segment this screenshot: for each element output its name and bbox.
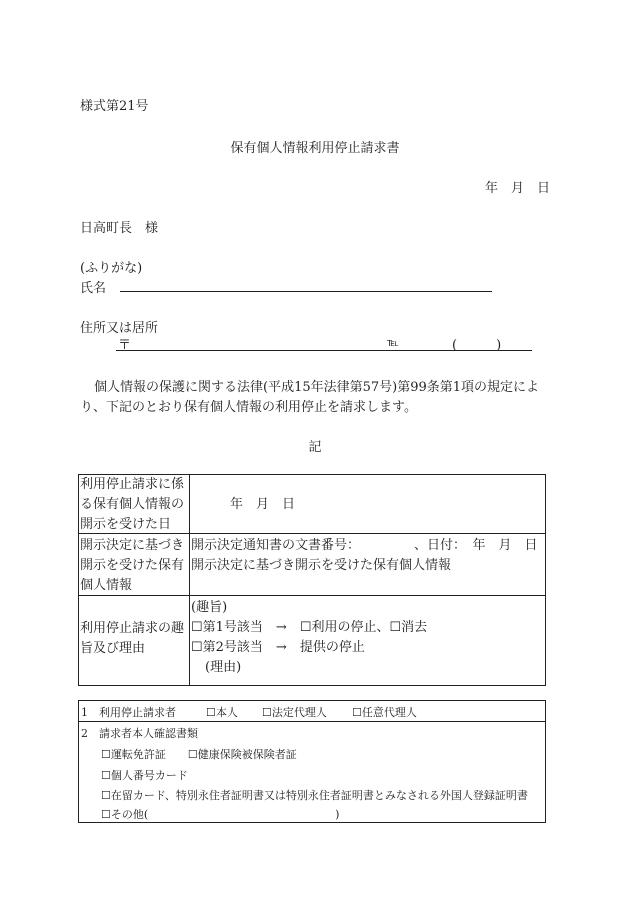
purpose-label: (趣旨)	[191, 600, 228, 615]
row1-head-3: 開示を受けた日	[80, 517, 172, 532]
row1-head-1: 利用停止請求に係	[80, 477, 185, 492]
document-number-label: 開示決定通知書の文書番号：	[191, 538, 361, 553]
mynumber-checkbox[interactable]: ☐個人番号カード	[101, 769, 188, 782]
disclosed-info-label: 開示決定に基づき開示を受けた保有個人情報	[191, 558, 452, 573]
row2-head-1: 開示決定に基づき	[80, 538, 185, 553]
row2-head-2: 開示を受けた保有	[80, 558, 185, 573]
disclosure-date-field[interactable]: 年 月 日	[230, 497, 296, 512]
postal-mark: 〒	[118, 338, 132, 353]
tel-parens: ( )	[452, 338, 502, 353]
name-label: 氏名	[80, 281, 107, 296]
row3-head-2: 旨及び理由	[80, 641, 146, 656]
row2-head-3: 個人情報	[80, 578, 133, 593]
license-insurance-checkboxes[interactable]: ☐運転免許証 ☐健康保険被保険者証	[101, 748, 297, 761]
ki-heading: 記	[308, 440, 322, 455]
reason-label: (理由)	[205, 660, 242, 675]
other-checkbox[interactable]: ☐その他( )	[101, 808, 340, 821]
row1-head-2: る保有個人情報の	[80, 497, 185, 512]
address-field-line[interactable]	[116, 350, 532, 351]
row3-head-1: 利用停止請求の趣	[80, 621, 185, 636]
voluntary-agent-checkbox[interactable]: ☐任意代理人	[352, 706, 417, 719]
form-number: 様式第21号	[80, 99, 149, 114]
id-documents-label: 2 請求者本人確認書類	[81, 727, 198, 740]
requester-label: 1 利用停止請求者	[81, 706, 176, 719]
item1-checkbox-line[interactable]: ☐第1号該当 → ☐利用の停止、☐消去	[191, 620, 428, 635]
row-divider	[78, 721, 546, 722]
tel-icon: ℡	[387, 336, 399, 349]
self-checkbox[interactable]: ☐本人	[206, 706, 238, 719]
residence-card-checkbox[interactable]: ☐在留カード、特別永住者証明書又は特別永住者証明書とみなされる外国人登録証明書	[101, 789, 528, 802]
item2-checkbox-line[interactable]: ☐第2号該当 → 提供の停止	[191, 640, 365, 655]
date-line: 年 月 日	[484, 181, 550, 196]
body-line-2: り、下記のとおり保有個人情報の利用停止を請求します。	[80, 400, 417, 415]
form-title: 保有個人情報利用停止請求書	[230, 141, 400, 156]
name-field-line[interactable]	[120, 291, 492, 292]
table-divider	[189, 474, 190, 686]
address-label: 住所又は居所	[80, 321, 159, 336]
addressee: 日高町長 様	[80, 221, 159, 236]
document-date-field[interactable]: 、日付： 年 月 日	[414, 538, 538, 553]
furigana-label: (ふりがな)	[80, 261, 143, 276]
row-divider	[78, 595, 546, 596]
body-line-1: 個人情報の保護に関する法律(平成15年法律第57号)第99条第1項の規定によ	[94, 380, 540, 395]
legal-agent-checkbox[interactable]: ☐法定代理人	[262, 706, 327, 719]
